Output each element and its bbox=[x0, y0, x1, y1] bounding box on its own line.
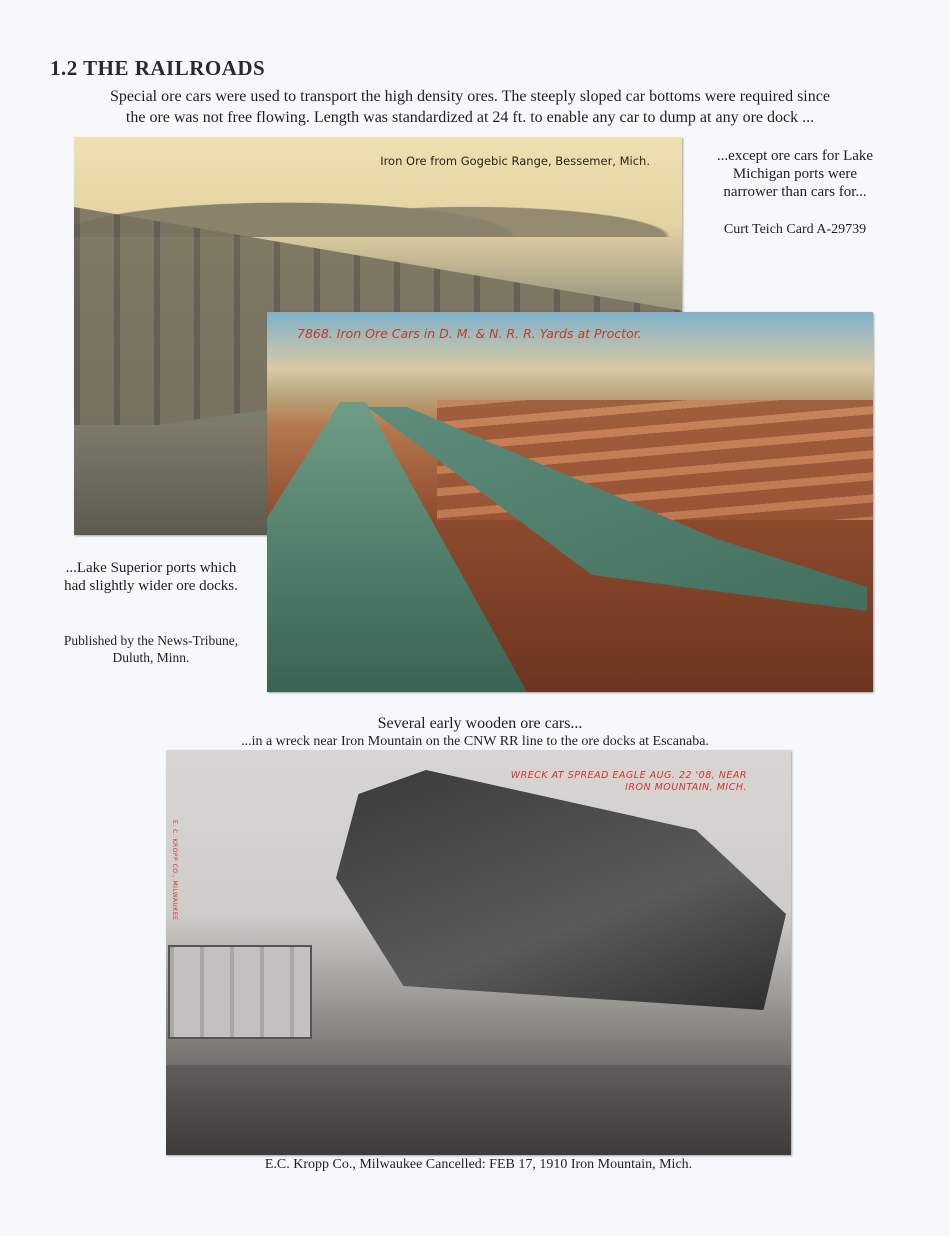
intro-text bbox=[60, 86, 880, 128]
right-note-line-1: ...except ore cars for Lake bbox=[716, 148, 874, 164]
ground-illustration bbox=[166, 1065, 791, 1155]
postcard-caption: 7868. Iron Ore Cars in D. M. & N. R. R. Yards at Proctor. bbox=[297, 326, 642, 341]
page-heading: 1.2 THE RAILROADS bbox=[50, 56, 266, 80]
credit-line-2: Duluth, Minn. bbox=[112, 650, 190, 665]
wreck-intro-line-2: ...in a wreck near Iron Mountain on the CNW RR line to the ore docks at Escanaba. bbox=[241, 734, 709, 749]
right-note-line-3: narrower than cars for... bbox=[723, 184, 867, 200]
wrecked-locomotive-illustration bbox=[336, 770, 786, 1010]
postcard-spread-eagle-wreck bbox=[166, 750, 791, 1155]
postcard-proctor-yards bbox=[267, 312, 873, 692]
left-note bbox=[46, 559, 256, 595]
left-note-line-1: ...Lake Superior ports which bbox=[65, 560, 237, 576]
caption-line-1: WRECK AT SPREAD EAGLE AUG. 22 '08, NEAR bbox=[510, 770, 747, 781]
right-note-line-2: Michigan ports were bbox=[732, 166, 858, 182]
postcard-side-credit: E. C. KROPP CO., MILWAUKEE bbox=[171, 820, 178, 921]
right-note bbox=[700, 147, 890, 201]
caption-line-2: IRON MOUNTAIN, MICH. bbox=[625, 782, 747, 793]
postcard-caption: Iron Ore from Gogebic Range, Bessemer, Mich. bbox=[380, 154, 650, 168]
postcard-caption bbox=[511, 770, 747, 794]
curt-teich-credit: Curt Teich Card A-29739 bbox=[723, 222, 867, 237]
wreck-intro-line-1: Several early wooden ore cars... bbox=[377, 715, 583, 732]
intro-line-2: the ore was not free flowing. Length was standardized at 24 ft. to enable any car to dump at any ore dock ... bbox=[125, 109, 815, 126]
news-tribune-credit bbox=[46, 632, 256, 666]
footer-credit: E.C. Kropp Co., Milwaukee Cancelled: FEB 17, 1910 Iron Mountain, Mich. bbox=[264, 1157, 693, 1172]
left-note-line-2: had slightly wider ore docks. bbox=[64, 578, 238, 594]
intro-line-1: Special ore cars were used to transport the high density ores. The steeply sloped car bottoms were required since bbox=[110, 88, 830, 105]
ore-car-illustration bbox=[168, 945, 312, 1039]
credit-line-1: Published by the News-Tribune, bbox=[63, 633, 239, 648]
